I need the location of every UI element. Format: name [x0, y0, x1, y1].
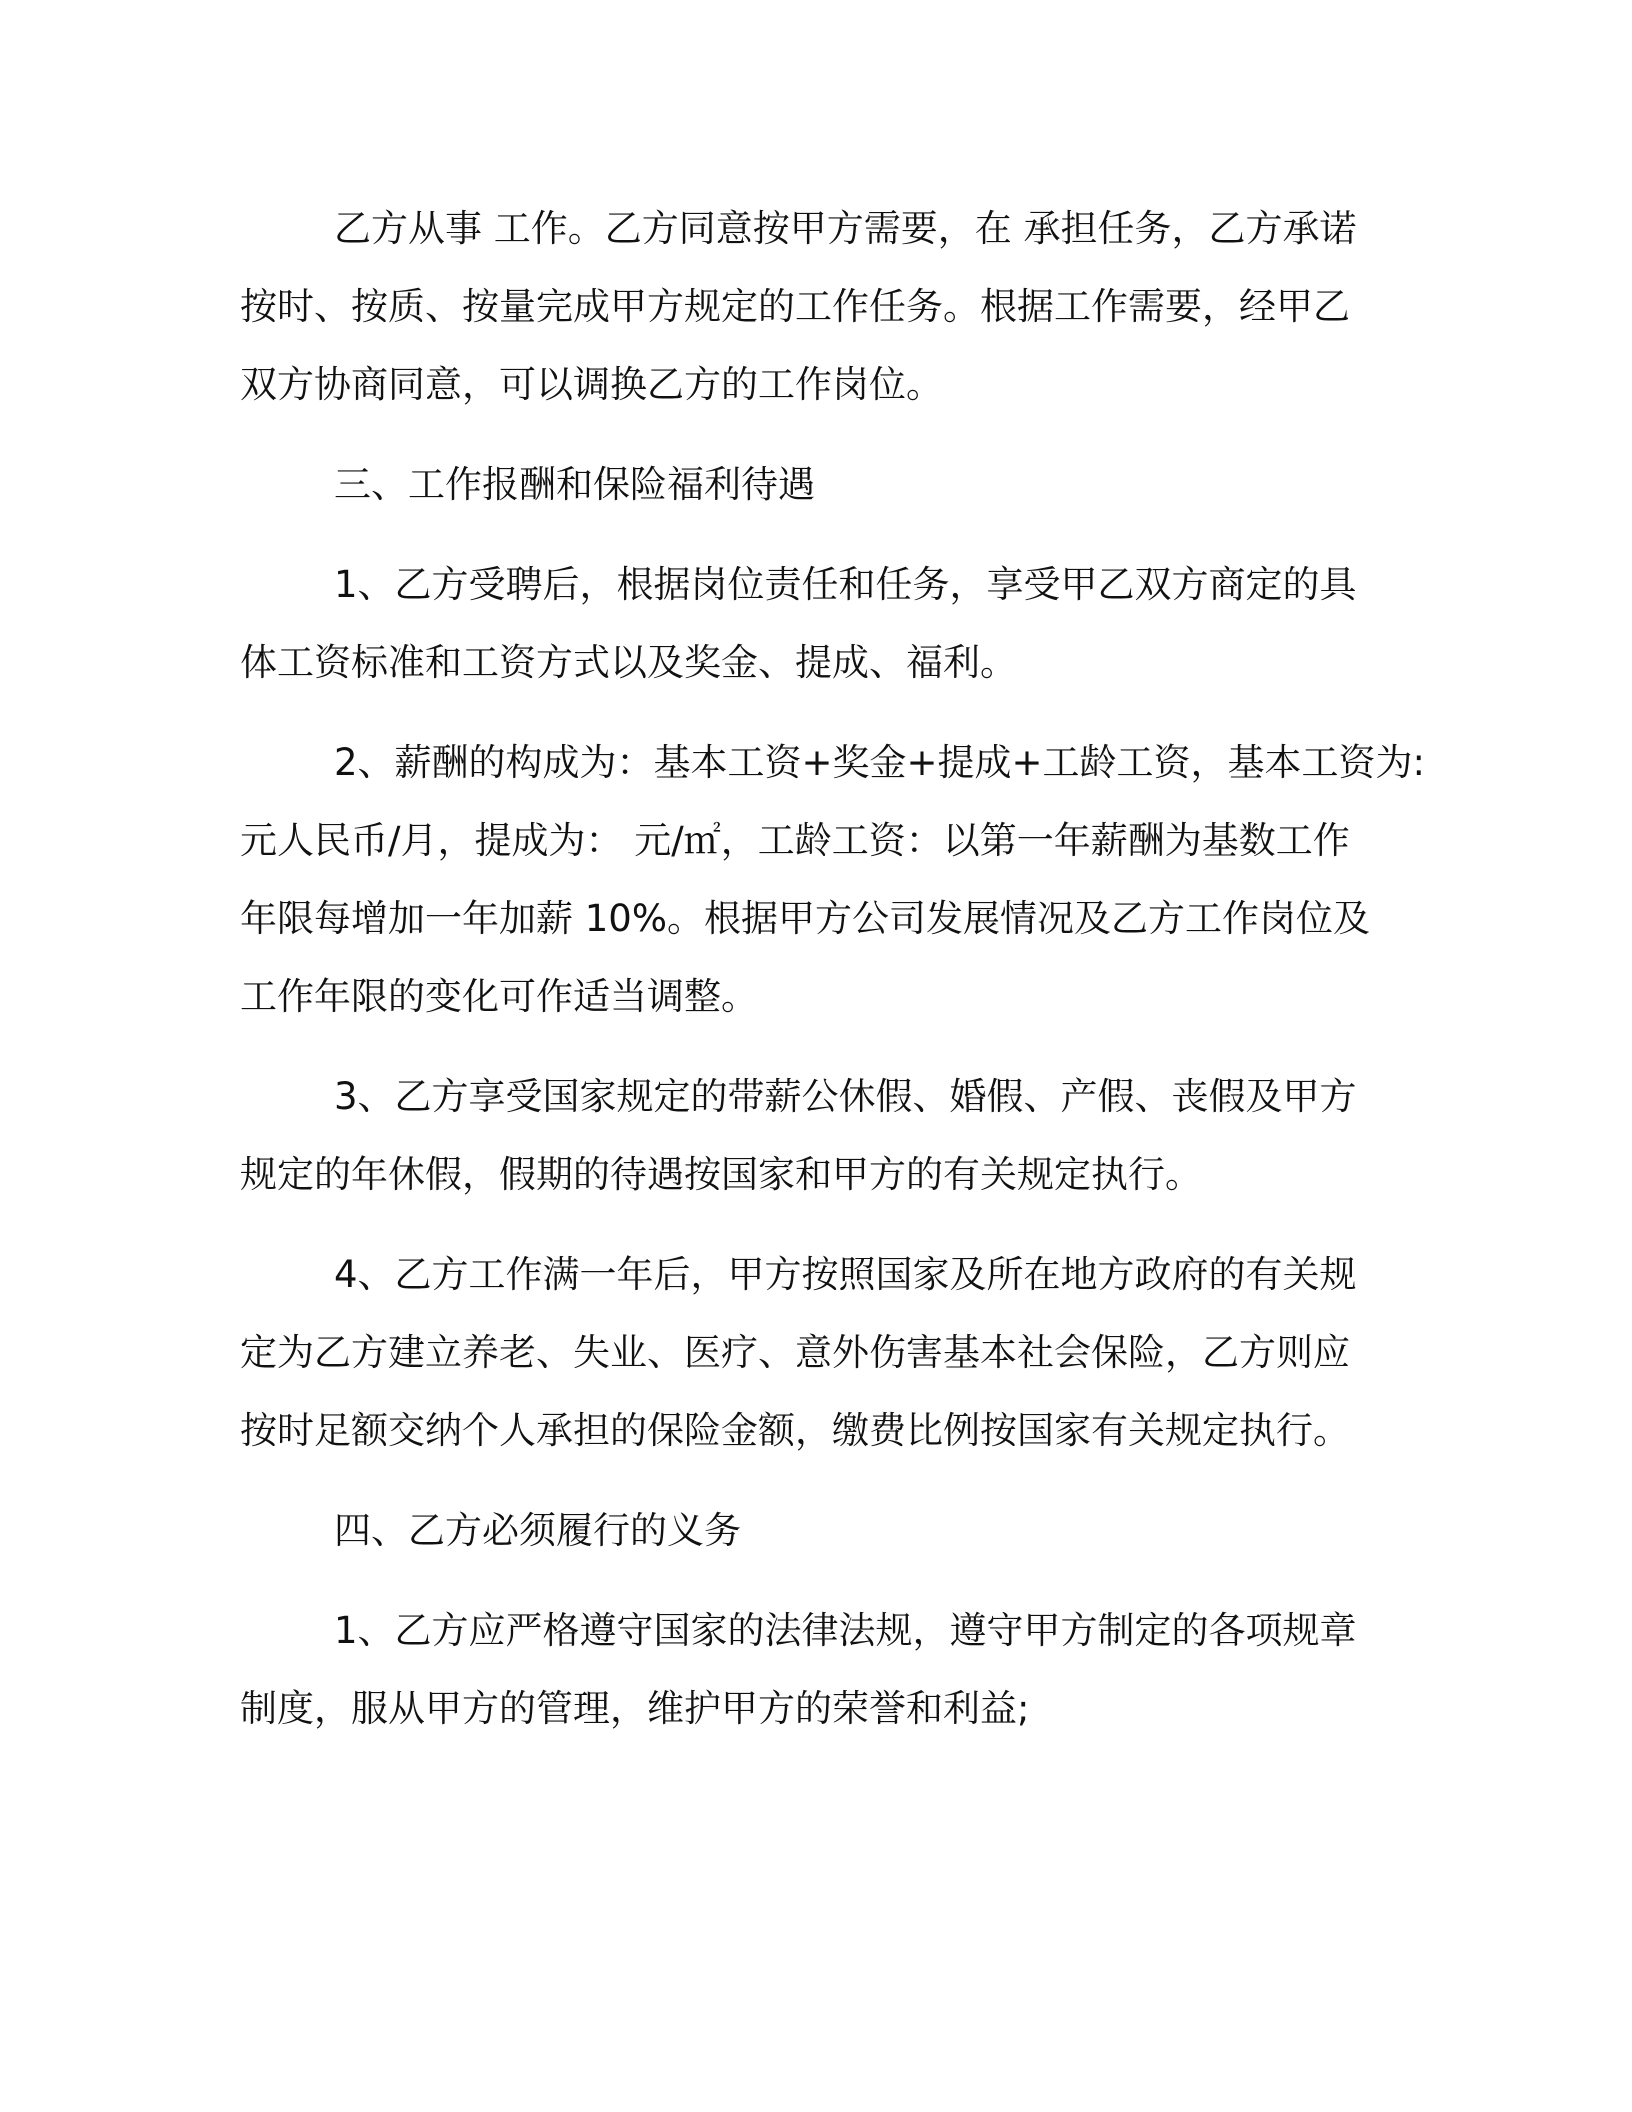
paragraph-clause-1 [240, 546, 1430, 702]
text-line: 2、薪酬的构成为：基本工资+奖金+提成+工龄工资，基本工资为: [334, 741, 1426, 784]
section-heading-compensation [240, 446, 1430, 524]
text-line: 元人民币/月，提成为： 元/㎡，工龄工资：以第一年薪酬为基数工作 [240, 819, 1350, 862]
text-line: 按时足额交纳个人承担的保险金额，缴费比例按国家有关规定执行。 [240, 1409, 1350, 1452]
text-line: 定为乙方建立养老、失业、医疗、意外伤害基本社会保险，乙方则应 [240, 1331, 1350, 1374]
text-line: 工作年限的变化可作适当调整。 [240, 975, 758, 1018]
text-line: 制度，服从甲方的管理，维护甲方的荣誉和利益; [240, 1687, 1030, 1730]
paragraph-clause-3 [240, 1058, 1430, 1214]
text-line: 1、乙方应严格遵守国家的法律法规，遵守甲方制定的各项规章 [334, 1609, 1357, 1652]
text-line: 双方协商同意，可以调换乙方的工作岗位。 [240, 363, 943, 406]
text-line: 4、乙方工作满一年后，甲方按照国家及所在地方政府的有关规 [334, 1253, 1357, 1296]
paragraph-job-duties [240, 190, 1430, 424]
paragraph-obligation-1 [240, 1592, 1430, 1748]
text-line: 体工资标准和工资方式以及奖金、提成、福利。 [240, 641, 1017, 684]
text-line: 1、乙方受聘后，根据岗位责任和任务，享受甲乙双方商定的具 [334, 563, 1357, 606]
text-line: 规定的年休假，假期的待遇按国家和甲方的有关规定执行。 [240, 1153, 1202, 1196]
section-heading-obligations [240, 1492, 1430, 1570]
section-heading: 三、工作报酬和保险福利待遇 [334, 463, 815, 506]
text-line: 3、乙方享受国家规定的带薪公休假、婚假、产假、丧假及甲方 [334, 1075, 1357, 1118]
paragraph-clause-2 [240, 724, 1430, 1036]
text-line: 按时、按质、按量完成甲方规定的工作任务。根据工作需要，经甲乙 [240, 285, 1350, 328]
section-heading: 四、乙方必须履行的义务 [334, 1509, 741, 1552]
text-line: 乙方从事 工作。乙方同意按甲方需要，在 承担任务，乙方承诺 [334, 207, 1357, 250]
document-body [240, 190, 1430, 1748]
text-line: 年限每增加一年加薪 10%。根据甲方公司发展情况及乙方工作岗位及 [240, 897, 1370, 940]
paragraph-clause-4 [240, 1236, 1430, 1470]
